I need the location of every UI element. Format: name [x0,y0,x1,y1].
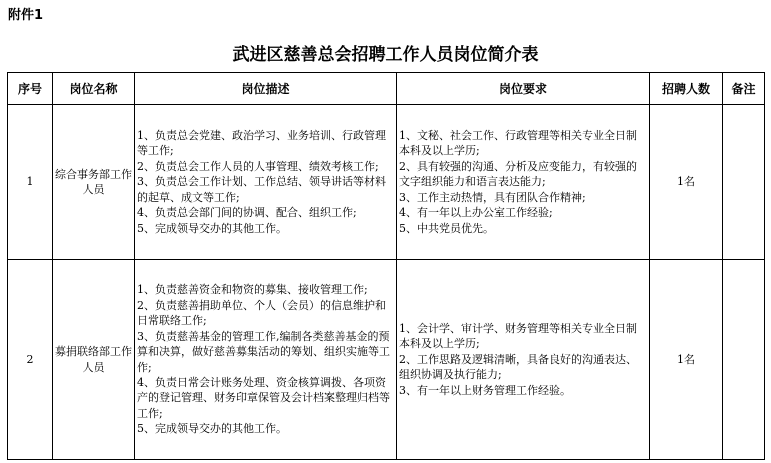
description-line: 4、负责日常会计账务处理、资金核算调拨、各项资产的登记管理、财务印章保管及会计档案整理归档等工作; [137,375,390,420]
description-line: 3、负责慈善基金的管理工作,编制各类慈善基金的预算和决算，做好慈善募集活动的筹划、组织实施等工作; [137,329,390,374]
description-line: 1、负责总会党建、政治学习、业务培训、行政管理等工作; [137,129,386,158]
header-remarks: 备注 [723,73,765,105]
page-title: 武进区慈善总会招聘工作人员岗位简介表 [232,45,539,65]
description-line: 4、负责总会部门间的协调、配合、组织工作; [137,206,357,220]
row-position-name: 综合事务部工作人员 [53,105,135,260]
requirement-line: 5、中共党员优先。 [399,221,494,235]
description-line: 2、负责总会工作人员的人事管理、绩效考核工作; [137,159,379,173]
positions-table [7,72,765,460]
requirement-line: 4、有一年以上办公室工作经验; [399,206,553,220]
row-remarks [723,260,765,460]
requirement-line: 1、文秘、社会工作、行政管理等相关专业全日制本科及以上学历; [399,129,637,158]
description-line: 2、负责慈善捐助单位、个人（会员）的信息维护和日常联络工作; [137,298,386,328]
header-position-name: 岗位名称 [53,73,135,105]
requirement-line: 3、工作主动热情，具有团队合作精神; [399,190,586,204]
table-header-row [8,73,765,105]
requirement-line: 2、工作思路及逻辑清晰，具备良好的沟通表达、组织协调及执行能力; [399,352,637,382]
row-requirements [397,260,650,460]
row-hire-count: 1名 [650,105,723,260]
header-hire-count: 招聘人数 [650,73,723,105]
header-position-description: 岗位描述 [135,73,397,105]
row-hire-count: 1名 [650,260,723,460]
description-line: 3、负责总会工作计划、工作总结、领导讲话等材料的起草、成文等工作; [137,175,386,204]
description-line: 1、负责慈善资金和物资的募集、接收管理工作; [137,283,368,297]
row-position-name: 募捐联络部工作人员 [53,260,135,460]
row-seq: 1 [8,105,53,260]
row-description [135,105,397,260]
requirement-line: 3、有一年以上财务管理工作经验。 [399,383,571,397]
requirement-line: 2、具有较强的沟通、分析及应变能力，有较强的文字组织能力和语言表达能力; [399,159,637,189]
row-description [135,260,397,460]
row-remarks [723,105,765,260]
table-row [8,260,765,460]
requirement-line: 1、会计学、审计学、财务管理等相关专业全日制本科及以上学历; [399,321,637,351]
description-line: 5、完成领导交办的其他工作。 [137,422,287,436]
row-requirements [397,105,650,260]
header-position-requirements: 岗位要求 [397,73,650,105]
row-seq: 2 [8,260,53,460]
attachment-label: 附件1 [8,8,44,23]
table-row [8,105,765,260]
description-line: 5、完成领导交办的其他工作。 [137,221,287,235]
header-seq: 序号 [8,73,53,105]
